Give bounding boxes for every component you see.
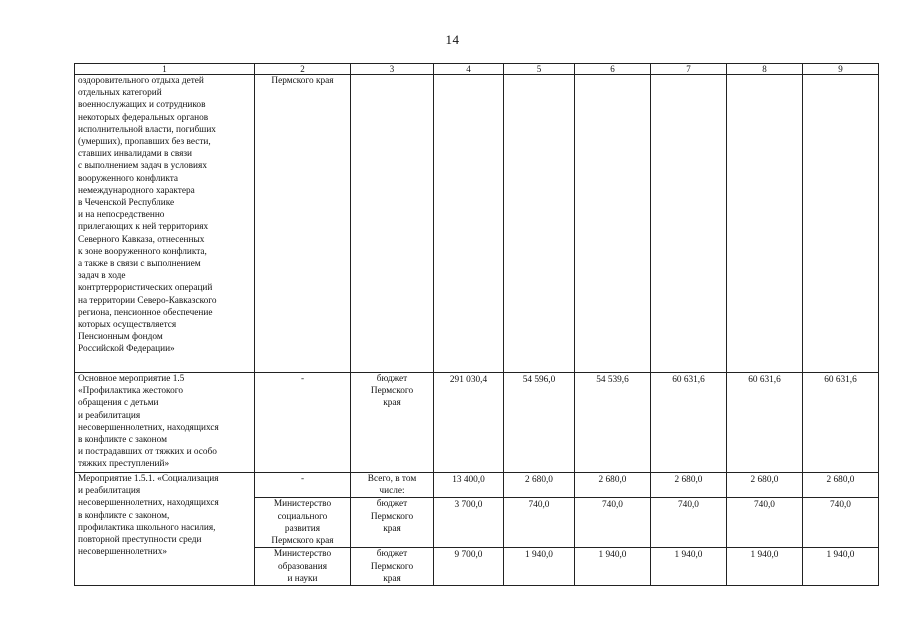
value-cell: 60 631,6 [727,373,803,473]
header-cell: 6 [575,64,651,75]
value-cell: 60 631,6 [803,373,879,473]
table-cell [575,75,651,373]
program-table [74,63,879,586]
executor: Пермского края [271,76,334,86]
table-cell [351,473,434,498]
value-cell: 1 940,0 [727,548,803,586]
header-cell: 7 [651,64,727,75]
table-cell [75,373,255,473]
table-cell [351,498,434,548]
header-cell: 4 [434,64,504,75]
funding-source: бюджет Пермского края [370,499,414,534]
value-cell: 740,0 [803,498,879,548]
value-cell: 2 680,0 [504,473,575,498]
table-cell [434,75,504,373]
value-cell: 1 940,0 [651,548,727,586]
table-cell [75,473,255,586]
measure-description: Основное мероприятие 1.5 «Профилактика жестокого обращения с детьми и реабилитация несовершеннолетних, находящихся в конфликте с законом и пострадавших от тяжких и особо тяжких преступлений» [78,374,219,470]
table-cell [351,548,434,586]
value-cell: 13 400,0 [434,473,504,498]
table-cell [803,75,879,373]
value-cell: 2 680,0 [575,473,651,498]
value-cell: 54 539,6 [575,373,651,473]
value-cell: 740,0 [651,498,727,548]
table-cell [255,75,351,373]
table-row [75,75,879,373]
table-cell [651,75,727,373]
table-row [75,373,879,473]
executor: - [300,474,305,484]
value-cell: 3 700,0 [434,498,504,548]
value-cell: 291 030,4 [434,373,504,473]
measure-description: Мероприятие 1.5.1. «Социализация и реабилитация несовершеннолетних, находящихся в конфликте с законом, профилактика школьного насилия, повторной преступности среди несовершеннолетних» [78,474,219,558]
value-cell: 54 596,0 [504,373,575,473]
table-cell [504,75,575,373]
value-cell: 9 700,0 [434,548,504,586]
table-header-row [75,64,879,75]
value-cell: 2 680,0 [727,473,803,498]
executor: - [300,374,305,384]
funding-source: Всего, в том числе: [367,474,417,497]
value-cell: 60 631,6 [651,373,727,473]
table-cell [351,75,434,373]
value-cell: 740,0 [727,498,803,548]
table-cell [255,548,351,586]
value-cell: 2 680,0 [803,473,879,498]
table-cell [255,373,351,473]
executor: Министерство образования и науки [273,549,332,584]
header-cell: 1 [75,64,255,75]
funding-source: бюджет Пермского края [370,374,414,409]
measure-description: оздоровительного отдыха детей отдельных категорий военнослужащих и сотрудников некоторых федеральных органов исполнительной власти, погибших (умерших), пропавших без вести, ставших инвалидами в связи с выполнением задач в условиях вооруженного конфликта немеждународного характера в Чеченской Республике и на непосредственно прилегающих к ней территориях Северного Кавказа, отнесенных к зоне вооруженного конфликта, а также в связи с выполнением задач в ходе контртеррористических операций на территории Северо-Кавказского региона, пенсионное обеспечение которых осуществляется Пенсионным фондом Российской Федерации» [78,76,217,355]
header-cell: 9 [803,64,879,75]
executor: Министерство социального развития Пермского края [271,499,334,547]
funding-source: бюджет Пермского края [370,549,414,584]
table-cell [255,473,351,498]
header-cell: 2 [255,64,351,75]
table-cell [727,75,803,373]
value-cell: 740,0 [504,498,575,548]
value-cell: 1 940,0 [575,548,651,586]
header-cell: 5 [504,64,575,75]
table-cell [255,498,351,548]
header-cell: 8 [727,64,803,75]
table-cell [75,75,255,373]
header-cell: 3 [351,64,434,75]
table-cell [351,373,434,473]
value-cell: 2 680,0 [651,473,727,498]
value-cell: 1 940,0 [803,548,879,586]
page-number: 14 [445,32,460,47]
value-cell: 1 940,0 [504,548,575,586]
table-row [75,473,879,498]
value-cell: 740,0 [575,498,651,548]
